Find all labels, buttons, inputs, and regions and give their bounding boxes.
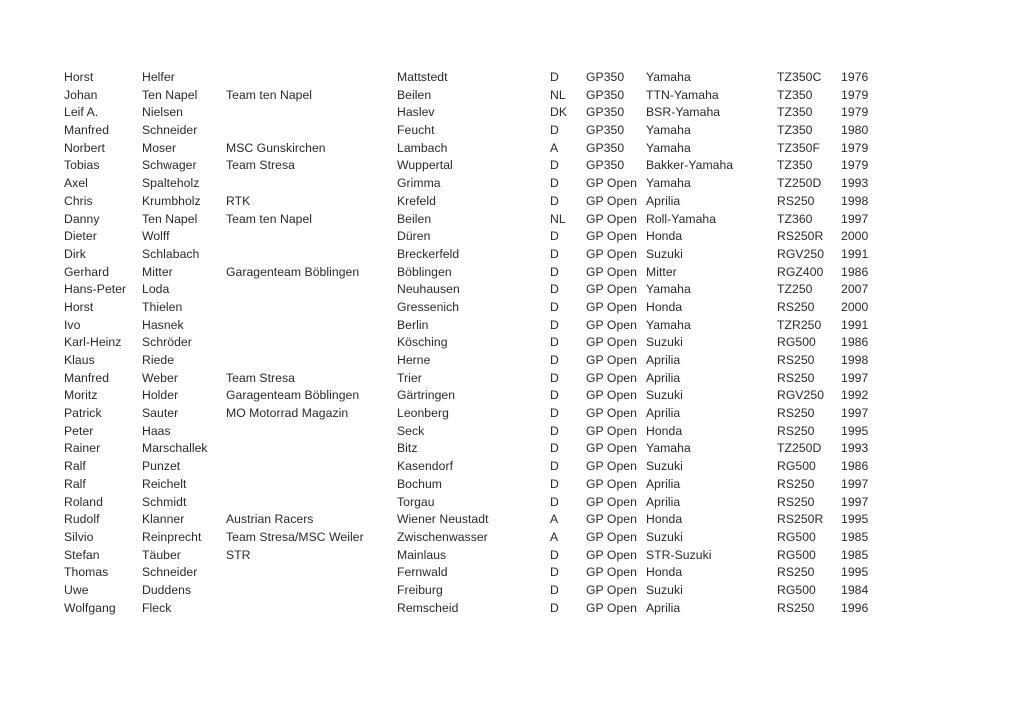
country-code: D [550,476,559,491]
entry-row [0,370,1024,388]
last-name: Schwager [142,158,197,173]
motorcycle-make: TTN-Yamaha [646,87,719,102]
first-name: Ralf [64,476,86,491]
entry-row [0,494,1024,512]
race-class: GP Open [586,246,637,261]
country-code: NL [550,211,566,226]
motorcycle-make: Roll-Yamaha [646,211,717,226]
model-year: 1991 [841,246,869,261]
race-class: GP Open [586,441,637,456]
country-code: D [550,406,559,421]
model-year: 1979 [841,87,869,102]
first-name: Karl-Heinz [64,335,122,350]
model-year: 1976 [841,70,869,84]
first-name: Axel [64,176,88,191]
last-name: Schneider [142,565,198,580]
first-name: Thomas [64,565,109,580]
country-code: D [550,246,559,261]
first-name: Horst [64,299,94,314]
entry-row [0,317,1024,335]
last-name: Moser [142,140,177,155]
motorcycle-make: Honda [646,565,683,580]
city: Krefeld [397,193,436,208]
motorcycle-make: Aprilia [646,494,681,509]
race-class: GP Open [586,388,637,403]
race-class: GP Open [586,370,637,385]
race-class: GP Open [586,423,637,438]
entry-row [0,193,1024,211]
country-code: A [550,529,559,544]
first-name: Gerhard [64,264,110,279]
model-year: 1986 [841,459,869,474]
model-year: 1985 [841,547,869,562]
model-year: 1985 [841,529,869,544]
country-code: A [550,512,559,527]
country-code: D [550,441,559,456]
entry-row [0,405,1024,423]
team-name: Team ten Napel [226,211,313,226]
race-class: GP Open [586,317,637,332]
race-class: GP Open [586,264,637,279]
last-name: Ten Napel [142,211,198,226]
city: Wuppertal [397,158,453,173]
entry-row [0,228,1024,246]
team-name: STR [226,547,251,562]
city: Beilen [397,87,432,102]
race-class: GP350 [586,70,625,84]
city: Fernwald [397,565,448,580]
model-year: 1986 [841,264,869,279]
motorcycle-model: RS250 [777,370,815,385]
motorcycle-model: RG500 [777,582,816,597]
country-code: D [550,229,559,244]
entry-row [0,476,1024,494]
model-year: 1997 [841,406,869,421]
city: Wiener Neustadt [397,512,489,527]
city: Seck [397,423,425,438]
last-name: Reinprecht [142,529,202,544]
country-code: D [550,264,559,279]
country-code: D [550,299,559,314]
motorcycle-make: Mitter [646,264,677,279]
entry-row [0,211,1024,229]
entry-row [0,69,1024,87]
first-name: Stefan [64,547,100,562]
race-class: GP Open [586,229,637,244]
entry-row [0,352,1024,370]
city: Feucht [397,123,435,138]
country-code: D [550,317,559,332]
race-class: GP Open [586,529,637,544]
entry-row [0,582,1024,600]
first-name: Dieter [64,229,97,244]
entry-row [0,334,1024,352]
team-name: Team Stresa [226,158,295,173]
motorcycle-make: Yamaha [646,176,691,191]
model-year: 1979 [841,105,869,120]
race-class: GP Open [586,406,637,421]
motorcycle-model: RS250R [777,512,824,527]
motorcycle-make: Suzuki [646,582,683,597]
motorcycle-make: Honda [646,423,683,438]
team-name: Team Stresa/MSC Weiler [226,529,364,544]
model-year: 1980 [841,123,869,138]
last-name: Fleck [142,600,172,615]
country-code: D [550,176,559,191]
first-name: Patrick [64,406,102,421]
motorcycle-make: Yamaha [646,441,691,456]
first-name: Rudolf [64,512,100,527]
last-name: Hasnek [142,317,184,332]
country-code: D [550,494,559,509]
motorcycle-model: TZ350 [777,105,813,120]
model-year: 2000 [841,229,869,244]
first-name: Klaus [64,353,95,367]
motorcycle-model: TZ350 [777,123,813,138]
country-code: D [550,459,559,474]
last-name: Täuber [142,547,181,562]
city: Lambach [397,140,448,155]
motorcycle-model: RGV250 [777,388,825,403]
motorcycle-make: Suzuki [646,335,683,350]
country-code: D [550,158,559,173]
city: Düren [397,229,431,244]
motorcycle-model: RS250 [777,476,815,491]
entry-row [0,387,1024,405]
motorcycle-model: RS250 [777,423,815,438]
race-class: GP350 [586,105,625,120]
entry-list [0,69,1024,617]
motorcycle-make: Yamaha [646,70,691,84]
model-year: 2000 [841,299,869,314]
model-year: 1984 [841,582,869,597]
last-name: Haas [142,423,171,438]
first-name: Leif A. [64,105,99,120]
country-code: D [550,582,559,597]
country-code: D [550,353,559,367]
city: Bitz [397,441,418,456]
entry-row [0,529,1024,547]
entry-row [0,87,1024,105]
motorcycle-make: STR-Suzuki [646,547,712,562]
last-name: Spalteholz [142,176,200,191]
entry-row [0,458,1024,476]
country-code: A [550,140,559,155]
team-name: MO Motorrad Magazin [226,406,349,421]
motorcycle-model: RG500 [777,547,816,562]
country-code: NL [550,87,566,102]
race-class: GP Open [586,600,637,615]
race-class: GP350 [586,87,625,102]
team-name: Garagenteam Böblingen [226,264,360,279]
motorcycle-make: BSR-Yamaha [646,105,721,120]
city: Trier [397,370,422,385]
last-name: Thielen [142,299,183,314]
model-year: 1996 [841,600,869,615]
country-code: D [550,600,559,615]
entry-row [0,264,1024,282]
last-name: Helfer [142,70,175,84]
city: Leonberg [397,406,449,421]
model-year: 1997 [841,370,869,385]
entry-row [0,564,1024,582]
last-name: Mitter [142,264,173,279]
first-name: Ivo [64,317,81,332]
race-class: GP Open [586,494,637,509]
model-year: 1986 [841,335,869,350]
country-code: D [550,423,559,438]
race-class: GP350 [586,140,625,155]
last-name: Schlabach [142,246,200,261]
city: Beilen [397,211,432,226]
last-name: Punzet [142,459,181,474]
model-year: 1997 [841,476,869,491]
motorcycle-model: RS250 [777,299,815,314]
motorcycle-model: RS250 [777,565,815,580]
motorcycle-make: Aprilia [646,476,681,491]
race-class: GP Open [586,582,637,597]
motorcycle-model: RG500 [777,335,816,350]
first-name: Wolfgang [64,600,116,615]
city: Gärtringen [397,388,456,403]
country-code: D [550,282,559,297]
last-name: Wolff [142,229,170,244]
first-name: Manfred [64,370,110,385]
race-class: GP350 [586,158,625,173]
last-name: Holder [142,388,179,403]
motorcycle-make: Yamaha [646,317,691,332]
model-year: 1997 [841,494,869,509]
city: Mattstedt [397,70,448,84]
last-name: Duddens [142,582,192,597]
model-year: 1998 [841,353,869,367]
motorcycle-model: TZ250D [777,441,822,456]
city: Haslev [397,105,435,120]
model-year: 1993 [841,176,869,191]
first-name: Silvio [64,529,94,544]
race-class: GP Open [586,476,637,491]
motorcycle-model: RS250 [777,193,815,208]
last-name: Krumbholz [142,193,201,208]
model-year: 1993 [841,441,869,456]
first-name: Norbert [64,140,105,155]
last-name: Nielsen [142,105,183,120]
first-name: Manfred [64,123,110,138]
city: Torgau [397,494,435,509]
city: Kösching [397,335,448,350]
race-class: GP Open [586,565,637,580]
city: Herne [397,353,431,367]
entry-row [0,600,1024,618]
entry-row [0,104,1024,122]
motorcycle-model: TZ350F [777,140,820,155]
entry-row [0,511,1024,529]
model-year: 1995 [841,423,869,438]
race-class: GP Open [586,193,637,208]
first-name: Uwe [64,582,89,597]
country-code: D [550,388,559,403]
team-name: Austrian Racers [226,512,314,527]
motorcycle-make: Aprilia [646,370,681,385]
motorcycle-make: Honda [646,512,683,527]
race-class: GP Open [586,299,637,314]
model-year: 1995 [841,512,869,527]
motorcycle-make: Suzuki [646,529,683,544]
model-year: 1997 [841,211,869,226]
entry-row [0,299,1024,317]
first-name: Hans-Peter [64,282,127,297]
first-name: Rainer [64,441,101,456]
motorcycle-model: RS250R [777,229,824,244]
team-name: Team Stresa [226,370,295,385]
motorcycle-make: Aprilia [646,600,681,615]
last-name: Schneider [142,123,198,138]
first-name: Chris [64,193,93,208]
country-code: D [550,193,559,208]
motorcycle-model: TZ350 [777,87,813,102]
entry-row [0,246,1024,264]
city: Gressenich [397,299,460,314]
race-class: GP Open [586,335,637,350]
motorcycle-make: Aprilia [646,193,681,208]
last-name: Schröder [142,335,192,350]
city: Berlin [397,317,429,332]
motorcycle-model: RS250 [777,406,815,421]
city: Zwischenwasser [397,529,488,544]
motorcycle-model: TZ250D [777,176,822,191]
race-class: GP Open [586,353,637,367]
city: Freiburg [397,582,443,597]
entry-row [0,122,1024,140]
model-year: 1992 [841,388,869,403]
first-name: Danny [64,211,100,226]
last-name: Sauter [142,406,179,421]
country-code: D [550,547,559,562]
country-code: D [550,123,559,138]
city: Mainlaus [397,547,447,562]
last-name: Loda [142,282,170,297]
first-name: Horst [64,70,94,84]
city: Remscheid [397,600,459,615]
city: Grimma [397,176,441,191]
city: Böblingen [397,264,452,279]
motorcycle-make: Aprilia [646,406,681,421]
motorcycle-model: TZ250 [777,282,813,297]
motorcycle-model: RGZ400 [777,264,824,279]
entry-row [0,423,1024,441]
motorcycle-model: TZ350 [777,158,813,173]
last-name: Weber [142,370,178,385]
first-name: Ralf [64,459,86,474]
race-class: GP Open [586,459,637,474]
model-year: 1991 [841,317,869,332]
city: Breckerfeld [397,246,460,261]
model-year: 1998 [841,193,869,208]
motorcycle-make: Bakker-Yamaha [646,158,734,173]
last-name: Riede [142,353,175,367]
first-name: Moritz [64,388,98,403]
motorcycle-model: TZ350C [777,70,822,84]
team-name: RTK [226,193,251,208]
motorcycle-model: RGV250 [777,246,825,261]
motorcycle-make: Yamaha [646,140,691,155]
race-class: GP Open [586,211,637,226]
last-name: Marschallek [142,441,208,456]
country-code: D [550,370,559,385]
model-year: 2007 [841,282,869,297]
last-name: Schmidt [142,494,187,509]
city: Bochum [397,476,443,491]
country-code: D [550,335,559,350]
team-name: Team ten Napel [226,87,313,102]
motorcycle-model: RS250 [777,494,815,509]
entry-row [0,175,1024,193]
motorcycle-model: RS250 [777,353,815,367]
race-class: GP Open [586,547,637,562]
motorcycle-make: Yamaha [646,282,691,297]
motorcycle-make: Suzuki [646,388,683,403]
country-code: DK [550,105,568,120]
motorcycle-model: RG500 [777,459,816,474]
country-code: D [550,565,559,580]
country-code: D [550,70,559,84]
motorcycle-make: Suzuki [646,246,683,261]
motorcycle-make: Honda [646,299,683,314]
entry-row [0,157,1024,175]
entry-row [0,440,1024,458]
motorcycle-make: Yamaha [646,123,691,138]
motorcycle-make: Suzuki [646,459,683,474]
race-class: GP350 [586,123,625,138]
motorcycle-model: RS250 [777,600,815,615]
team-name: Garagenteam Böblingen [226,388,360,403]
race-class: GP Open [586,282,637,297]
motorcycle-model: TZR250 [777,317,822,332]
first-name: Johan [64,87,98,102]
last-name: Reichelt [142,476,187,491]
first-name: Roland [64,494,103,509]
first-name: Peter [64,423,94,438]
entry-row [0,140,1024,158]
motorcycle-make: Honda [646,229,683,244]
motorcycle-model: TZ360 [777,211,813,226]
team-name: MSC Gunskirchen [226,140,326,155]
last-name: Ten Napel [142,87,198,102]
model-year: 1979 [841,158,869,173]
first-name: Tobias [64,158,100,173]
city: Kasendorf [397,459,454,474]
entry-row [0,547,1024,565]
race-class: GP Open [586,176,637,191]
first-name: Dirk [64,246,86,261]
model-year: 1979 [841,140,869,155]
entry-row [0,281,1024,299]
model-year: 1995 [841,565,869,580]
motorcycle-model: RG500 [777,529,816,544]
race-class: GP Open [586,512,637,527]
motorcycle-make: Aprilia [646,353,681,367]
city: Neuhausen [397,282,460,297]
last-name: Klanner [142,512,185,527]
